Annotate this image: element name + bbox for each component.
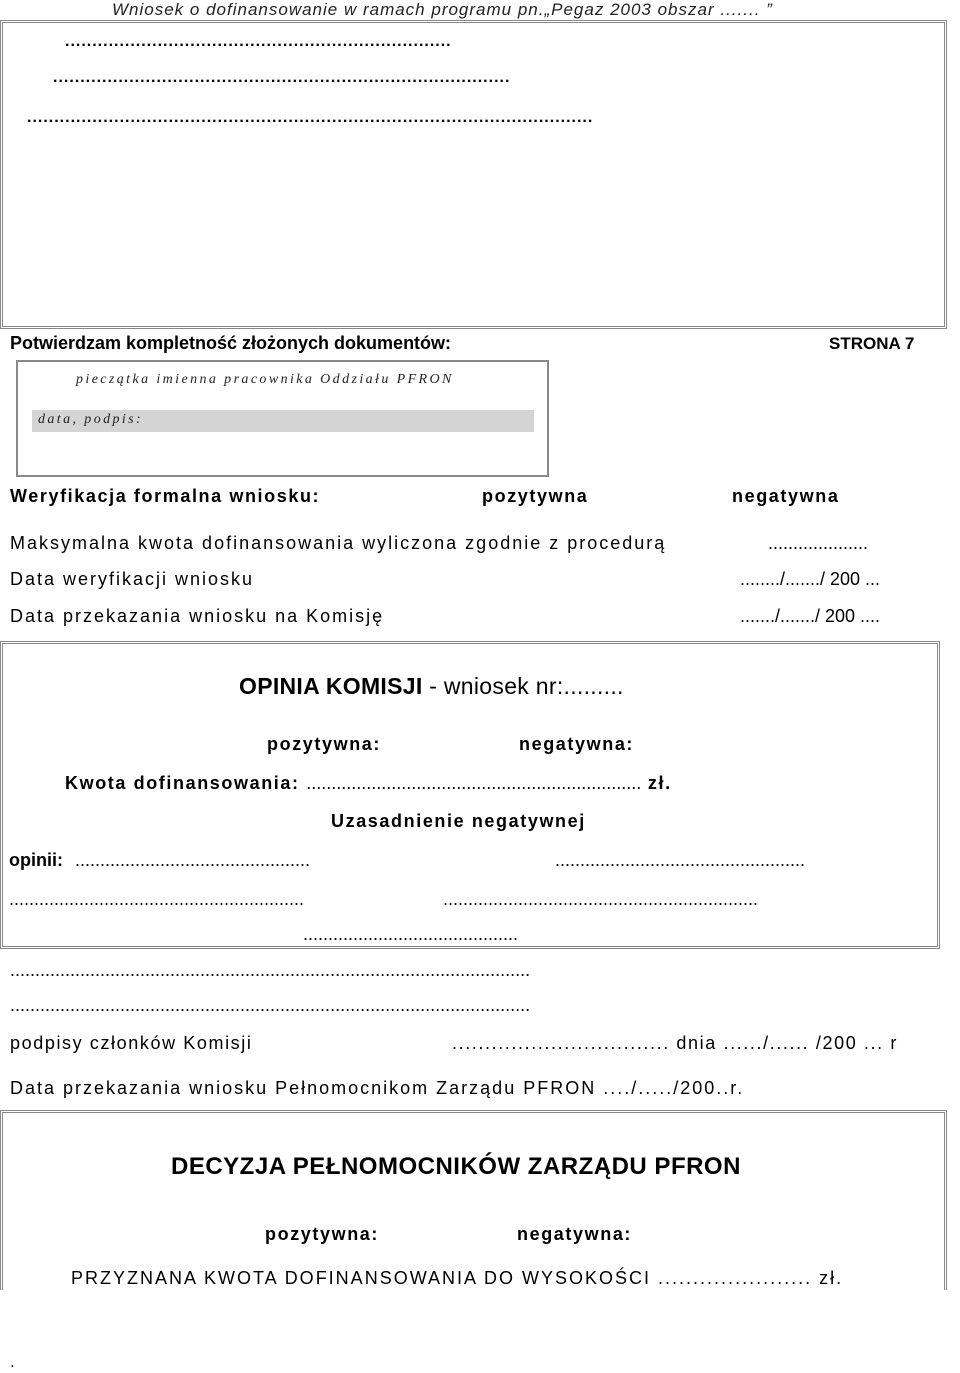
commission-opinion-line: .................................................. — [555, 850, 806, 870]
verification-date-value: ......../......./ 200 ... — [740, 569, 881, 589]
commission-opinion-line: ........................................................................................................ — [10, 960, 531, 980]
stamp-label: pieczątka imienna pracownika Oddziału PFRON — [76, 372, 454, 387]
dotted-line: .................................................................................... — [53, 69, 511, 86]
stamp-box — [16, 360, 549, 477]
transfer-date-value: ......./......./ 200 .... — [740, 606, 881, 626]
verification-label: Weryfikacja formalna wniosku: — [10, 486, 321, 506]
transfer-date-label: Data przekazania wniosku na Komisję — [10, 606, 385, 626]
commission-negative: negatywna: — [519, 734, 635, 754]
commission-amount-label: Kwota dofinansowania: — [65, 773, 307, 793]
commission-opinion-label: opinii: — [9, 850, 63, 870]
commission-opinion-line: ........................................................... — [9, 889, 305, 909]
commission-opinion-line: ............................................................... — [443, 889, 759, 909]
transfer-to-board: Data przekazania wniosku Pełnomocnikom Zarządu PFRON ..../...../200..r. — [10, 1078, 745, 1098]
top-content-box — [0, 20, 947, 329]
commission-positive: pozytywna: — [267, 734, 382, 754]
decision-title: DECYZJA PEŁNOMOCNIKÓW ZARZĄDU PFRON — [171, 1153, 741, 1180]
max-amount-label: Maksymalna kwota dofinansowania wyliczona zgodnie z procedurą — [10, 533, 667, 553]
commission-amount — [65, 773, 672, 794]
commission-box — [0, 641, 940, 949]
commission-opinion-line: ........................................... — [303, 924, 519, 944]
verification-positive: pozytywna — [482, 486, 589, 506]
dotted-line: ........................................................................................................ — [27, 109, 594, 126]
commission-amount-unit: zł. — [641, 773, 672, 793]
dotted-line: ....................................................................... — [65, 33, 452, 50]
decision-box — [0, 1110, 947, 1290]
commission-opinion-line: ........................................................................................................ — [10, 995, 531, 1015]
max-amount-dots: .................... — [768, 533, 869, 553]
date-sign-label: data, podpis: — [38, 412, 144, 427]
verification-date-label: Data weryfikacji wniosku — [10, 569, 255, 589]
decision-positive: pozytywna: — [265, 1224, 380, 1244]
commission-opinion-line: ............................................... — [75, 850, 311, 870]
commission-title — [239, 673, 624, 700]
document-header: Wniosek o dofinansowanie w ramach programu pn.„Pegaz 2003 obszar ....... ” — [112, 0, 773, 19]
commission-amount-dots: ................................................................... — [306, 773, 642, 793]
footer-mark: . — [10, 1352, 15, 1371]
commission-title-rest: - wniosek nr:......... — [422, 673, 624, 699]
page-number: STRONA 7 — [829, 334, 915, 353]
commission-justification: Uzasadnienie negatywnej — [331, 811, 586, 831]
commission-title-bold: OPINIA KOMISJI — [239, 673, 423, 699]
confirmation-label: Potwierdzam kompletność złożonych dokumentów: — [10, 333, 452, 353]
signatures-label: podpisy członków Komisji — [10, 1033, 253, 1053]
signatures-value: ................................. dnia ....../...... /200 ... r — [452, 1033, 898, 1053]
decision-negative: negatywna: — [517, 1224, 633, 1244]
decision-granted-amount: PRZYZNANA KWOTA DOFINANSOWANIA DO WYSOKOŚCI ...................... zł. — [71, 1268, 844, 1288]
verification-negative: negatywna — [732, 486, 840, 506]
